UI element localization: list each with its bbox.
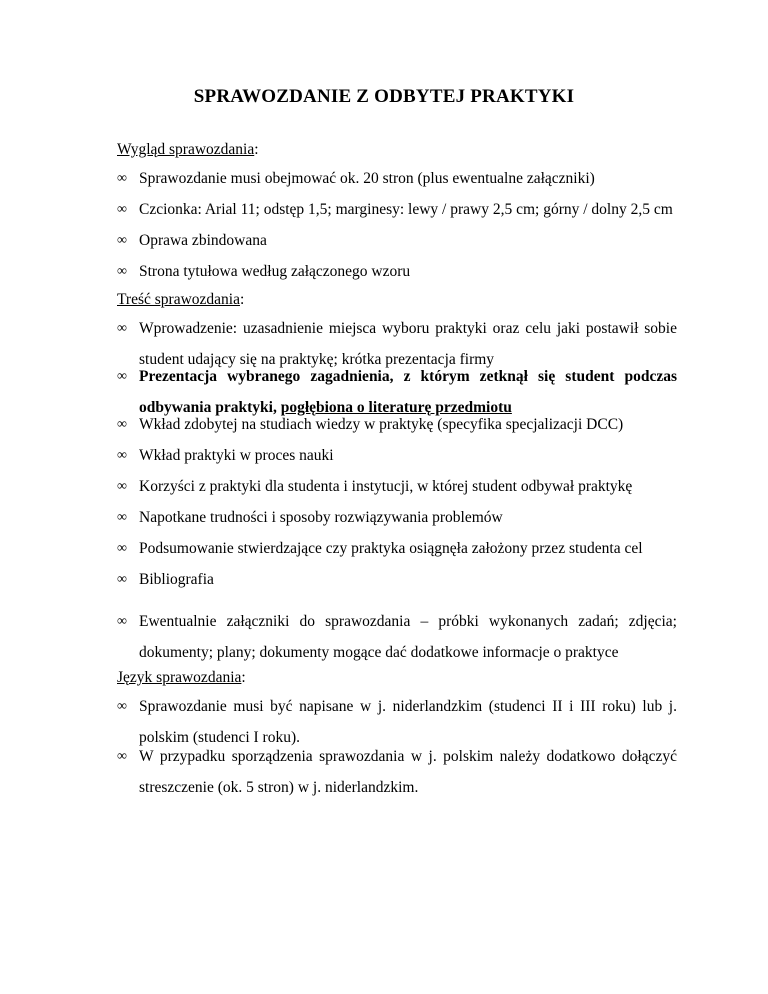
list-item bbox=[117, 741, 677, 803]
list-item-text: Ewentualnie załączniki do sprawozdania – próbki wykonanych zadań; zdjęcia; dokumenty; plany; dokumenty mogące dać dodatkowe informacje o praktyce bbox=[139, 613, 677, 661]
list-item bbox=[117, 502, 677, 533]
bullet-icon: ∞ bbox=[117, 321, 127, 336]
list-item-text: Oprawa zbindowana bbox=[139, 232, 267, 249]
list-item bbox=[117, 564, 677, 595]
section-heading-wyglad bbox=[117, 140, 259, 160]
list-item-text: Czcionka: Arial 11; odstęp 1,5; marginesy: lewy / prawy 2,5 cm; górny / dolny 2,5 cm bbox=[139, 201, 673, 218]
document-title: SPRAWOZDANIE Z ODBYTEJ PRAKTYKI bbox=[193, 86, 575, 107]
section-heading-tresc bbox=[117, 290, 244, 310]
heading-colon: : bbox=[254, 141, 259, 158]
bullet-icon: ∞ bbox=[117, 369, 127, 384]
list-item-text: W przypadku sporządzenia sprawozdania w j. polskim należy dodatkowo dołączyć streszczenie (ok. 5 stron) w j. niderlandzkim. bbox=[139, 748, 677, 796]
list-item-text: Wkład zdobytej na studiach wiedzy w praktykę (specyfika specjalizacji DCC) bbox=[139, 416, 624, 433]
bullet-icon: ∞ bbox=[117, 541, 127, 556]
list-item bbox=[117, 440, 677, 471]
bullet-icon: ∞ bbox=[117, 614, 127, 629]
list-item-text: Wkład praktyki w proces nauki bbox=[139, 447, 334, 464]
bold-item-text: Prezentacja wybranego zagadnienia, z którym zetknął się student podczas odbywania praktyki, bbox=[139, 368, 677, 416]
heading-colon: : bbox=[241, 669, 246, 686]
bullet-icon: ∞ bbox=[117, 417, 127, 432]
list-item bbox=[117, 194, 677, 225]
bullet-icon: ∞ bbox=[117, 510, 127, 525]
bullet-icon: ∞ bbox=[117, 572, 127, 587]
list-item-text: Podsumowanie stwierdzające czy praktyka osiągnęła założony przez studenta cel bbox=[139, 540, 643, 557]
list-item bbox=[117, 606, 677, 668]
list-item bbox=[117, 163, 677, 194]
bullet-icon: ∞ bbox=[117, 171, 127, 186]
list-item bbox=[117, 256, 677, 287]
section-heading-jezyk bbox=[117, 668, 246, 688]
bullet-icon: ∞ bbox=[117, 202, 127, 217]
bold-item-underlined: pogłębiona o literaturę przedmiotu bbox=[280, 399, 512, 416]
list-item bbox=[117, 471, 677, 502]
list-item-text: Napotkane trudności i sposoby rozwiązywania problemów bbox=[139, 509, 503, 526]
list-item-text: Korzyści z praktyki dla studenta i instytucji, w której student odbywał praktykę bbox=[139, 478, 633, 495]
list-item-text: Sprawozdanie musi obejmować ok. 20 stron (plus ewentualne załączniki) bbox=[139, 170, 595, 187]
list-item bbox=[117, 533, 677, 564]
list-item bbox=[117, 409, 677, 440]
bullet-icon: ∞ bbox=[117, 749, 127, 764]
heading-colon: : bbox=[239, 291, 245, 308]
list-item bbox=[117, 225, 677, 256]
section-heading-wyglad-text: Wygląd sprawozdania bbox=[117, 141, 255, 158]
bullet-icon: ∞ bbox=[117, 448, 127, 463]
list-item-text: Wprowadzenie: uzasadnienie miejsca wyboru praktyki oraz celu jaki postawił sobie student udający się na praktykę; krótka prezentacja firmy bbox=[139, 320, 677, 368]
bullet-icon: ∞ bbox=[117, 264, 127, 279]
bullet-icon: ∞ bbox=[117, 233, 127, 248]
list-item-text: Sprawozdanie musi być napisane w j. niderlandzkim (studenci II i III roku) lub j. polskim (studenci I roku). bbox=[139, 698, 677, 746]
list-item-text: Strona tytułowa według załączonego wzoru bbox=[139, 263, 411, 280]
section-heading-tresc-text: Treść sprawozdania bbox=[117, 291, 240, 308]
section-heading-jezyk-text: Język sprawozdania bbox=[117, 669, 242, 686]
bullet-icon: ∞ bbox=[117, 699, 127, 714]
list-item-text: Bibliografia bbox=[139, 571, 214, 588]
bullet-icon: ∞ bbox=[117, 479, 127, 494]
